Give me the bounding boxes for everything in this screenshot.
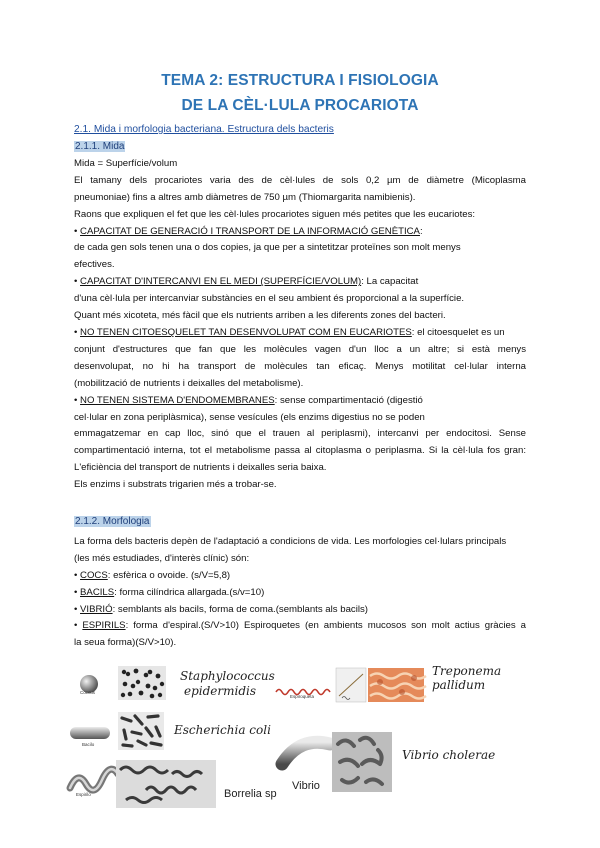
- morfologia-heading: 2.1.2. Morfologia: [75, 516, 150, 527]
- point-text: Quant més xicoteta, més fàcil que els nutrients arriben a les diferents zones del bacteri.: [74, 310, 446, 322]
- bacilo-small-label: Bacilo: [82, 742, 95, 747]
- mida-heading: 2.1.1. Mida: [75, 141, 125, 152]
- point-text: conjunt d'estructures que fan que les molècules vagen d'un lloc a un altre; si està menys: [74, 343, 526, 355]
- bacillus-rod-icon: [68, 724, 112, 744]
- morph-text: la seua forma)(S/V>10).: [74, 637, 177, 649]
- morph-text: : esfèrica o ovoide. (s/V=5,8): [107, 569, 231, 581]
- morph-espirils: • ESPIRILS: forma d'espiral.(S/V>10) Espiroquetes (en ambients mucosos son molt actius gràcies a: [74, 620, 526, 632]
- morph-text: : forma cilíndrica allargada.(s/v=10): [114, 586, 265, 598]
- point-label: NO TENEN SISTEMA D'ENDOMEMBRANES: [80, 394, 275, 406]
- section-heading[interactable]: 2.1. Mida i morfologia bacteriana. Estructura dels bacteris: [74, 124, 334, 135]
- staphylococcus-micrograph-icon: [118, 666, 166, 700]
- point-label: CAPACITAT D'INTERCANVI EN EL MEDI (SUPERFÍCIE/VOLUM): [80, 276, 362, 288]
- section-heading-block: [74, 122, 526, 139]
- borrelia-label: Borrelia sp: [224, 788, 277, 800]
- point-text: de cada gen sols tenen una o dos copies, ja que per a sintetitzar proteïnes son molt menys: [74, 242, 461, 254]
- treponema-label: Treponema: [432, 664, 502, 678]
- mida-block: [74, 139, 526, 494]
- page-title: TEMA 2: ESTRUCTURA I FISIOLOGIA: [161, 72, 439, 89]
- point-text: desenvolupat, no hi ha transport de molècules tan eficaç. Menys motilitat cel·lular interna: [74, 360, 526, 372]
- point-label: CAPACITAT DE GENERACIÓ I TRANSPORT DE LA INFORMACIÓ GENÈTICA: [80, 225, 420, 237]
- point-text: emmagatzemar en cap lloc, sinó que el trauen al periplasmi), intercanvi per endocitosi. Sense: [74, 428, 526, 440]
- coccus-small-label: Coccus: [80, 690, 96, 695]
- morph-text: : semblants als bacils, forma de coma.(semblants als bacils): [112, 603, 368, 615]
- morfologia-line: La forma dels bacteris depèn de l'adaptació a condicions de vida. Les morfologies cel·lulars principals: [74, 535, 507, 547]
- staphylococcus-label: Staphylococcus: [180, 669, 275, 683]
- staphylococcus-label-2: epidermidis: [184, 684, 257, 698]
- point-text: efectives.: [74, 259, 115, 271]
- point-text: cel·lular en zona periplàsmica), sense vesícules (els enzims digestius no se poden: [74, 411, 425, 423]
- borrelia-micrograph-icon: [116, 760, 216, 808]
- espirilo-small-label: Espirilo: [76, 792, 91, 797]
- treponema-dark-micrograph-icon: [336, 668, 366, 702]
- mida-line: Mida = Superfície/volum: [74, 157, 178, 169]
- point-after: : La capacitat: [361, 276, 419, 288]
- morph-label: COCS: [80, 569, 108, 581]
- treponema-micrograph-icon: [368, 668, 424, 702]
- mida-line: El tamany dels procariotes varia des de cèl·lules de sols 0,2 µm de diàmetre (Micoplasma: [74, 174, 526, 186]
- morph-cocs: • COCS: esfèrica o ovoide. (s/V=5,8): [74, 569, 231, 581]
- point-text: L'eficiència del transport de nutrients i deixalles seria baixa.: [74, 462, 327, 474]
- ecoli-label: Escherichia coli: [174, 723, 271, 737]
- morph-label: VIBRIÓ: [80, 603, 113, 615]
- espiroqueta-small-label: Espiroqueta: [290, 694, 315, 699]
- morphology-figure: [62, 660, 538, 810]
- treponema-label-2: pallidum: [432, 678, 486, 692]
- point-text: d'una cèl·lula per intercanviar substàncies en el seu ambient és proporcional a la superfície.: [74, 293, 465, 305]
- morph-label: BACILS: [80, 586, 115, 598]
- spirillum-icon: [66, 766, 122, 796]
- vibrio-micrograph-icon: [332, 732, 392, 792]
- point-text: compartimentació interna, tot el metabolisme passa al citoplasma o periplasma. Si la cèl·lula fos gran:: [74, 445, 526, 457]
- morfologia-block: [74, 514, 526, 652]
- point-citoesquelet: • NO TENEN CITOESQUELET TAN DESENVOLUPAT COM EN EUCARIOTES: el citoesquelet es un: [74, 326, 505, 338]
- point-text: Els enzims i substrats trigarien més a trobar-se.: [74, 479, 277, 491]
- morph-label: ESPIRILS: [82, 620, 126, 632]
- point-after: : sense compartimentació (digestió: [274, 394, 423, 406]
- point-endomembranes: • NO TENEN SISTEMA D'ENDOMEMBRANES: sense compartimentació (digestió: [74, 394, 423, 406]
- point-text: (mobilització de nutrients i deixalles del metabolisme).: [74, 377, 304, 389]
- mida-line: pneumoniae) fins a altres amb diàmetres de 750 µm (Thiomargarita namibienis).: [74, 191, 416, 203]
- page-subtitle: DE LA CÈL·LULA PROCARIOTA: [181, 97, 419, 114]
- point-after: : el citoesquelet es un: [411, 326, 505, 338]
- morfologia-line: (les més estudiades, d'interès clínic) són:: [74, 552, 250, 564]
- vibrio-comma-icon: [276, 734, 336, 776]
- morph-text: : forma d'espiral.(S/V>10) Espiroquetes (en ambients mucosos son molt actius gràcies a: [125, 620, 526, 632]
- vibrio-label: Vibrio: [292, 780, 320, 792]
- point-label: NO TENEN CITOESQUELET TAN DESENVOLUPAT COM EN EUCARIOTES: [80, 326, 412, 338]
- point-capacitat-intercanvi: • CAPACITAT D'INTERCANVI EN EL MEDI (SUPERFÍCIE/VOLUM): La capacitat: [74, 276, 419, 288]
- mida-line: Raons que expliquen el fet que les cèl·lules procariotes siguen més petites que les eucariotes:: [74, 208, 476, 220]
- morph-vibrio: • VIBRIÓ: semblants als bacils, forma de coma.(semblants als bacils): [74, 603, 368, 615]
- vibrio-cholerae-label: Vibrio cholerae: [402, 748, 496, 762]
- morph-bacils: • BACILS: forma cilíndrica allargada.(s/v=10): [74, 586, 265, 598]
- ecoli-micrograph-icon: [118, 712, 164, 750]
- point-capacitat-generacio: • CAPACITAT DE GENERACIÓ I TRANSPORT DE LA INFORMACIÓ GENÈTICA:: [74, 225, 423, 237]
